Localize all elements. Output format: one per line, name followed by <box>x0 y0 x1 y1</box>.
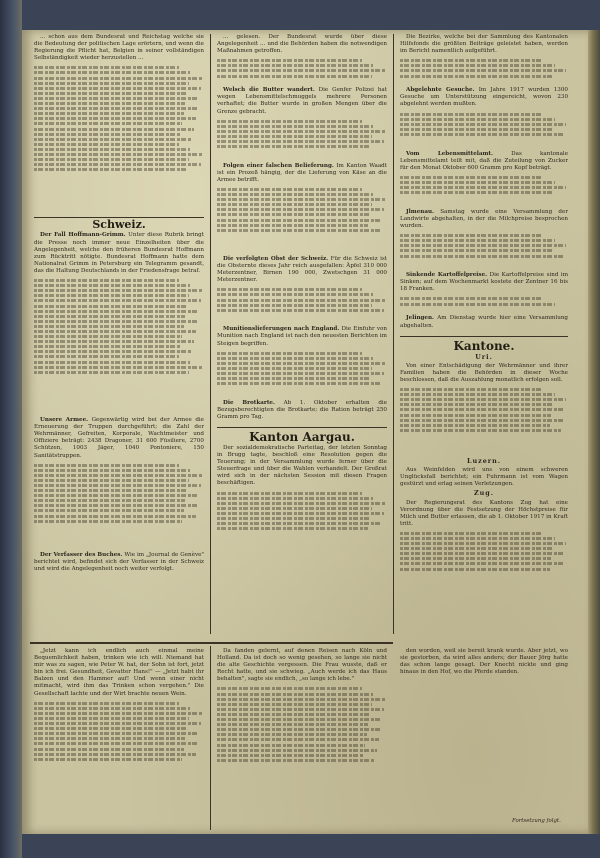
middle-intro: ... gelesen. Der Bundesrat wurde über diese Angelegenheit ... und die Behörden haben die notwendigen Maßnahmen getroffen. <box>217 34 387 55</box>
column-rule <box>393 34 394 634</box>
item1-continuation <box>217 118 387 163</box>
page-edge <box>588 30 600 834</box>
r-item4-title: Sinkende Kartoffelpreise. <box>406 272 488 279</box>
zug-continuation <box>400 530 568 590</box>
item5-text: Ab 1. Oktober erhalten die Bezugsberechtigten die Brotkarte; die Ration beträgt 250 Gramm pro Tag. <box>217 399 388 420</box>
divider <box>400 336 568 337</box>
r-item2-title: Vom Lebensmittelamt. <box>406 150 493 157</box>
r-item3-continuation <box>400 232 568 272</box>
imprint-text: Wie im „Journal de Genève" berichtet wird, befindet sich der Verfasser in der Schweiz und wird die Angelegenheit noch weiter verfolgt. <box>34 551 205 572</box>
stats-title: Unsere Armee. <box>40 417 89 424</box>
affair-continuation <box>34 277 204 417</box>
book-binding <box>0 0 22 858</box>
feuilleton-text-1: „Jetzt kann ich endlich auch einmal meine Bequemlichkeit haben, trinken wie ich will. Niemand hat mir was zu sagen, wie Peter W. hat, der Sohn ist fort, jetzt bin ich frei. Gesundheit, Gevatter Hans!" — „Jetzt habt ihr Balzen und den Hammer auf! Und wenn einer nicht mitmacht, wird ihm das Trinken schon vergehen." Die Gesellschaft lachte und der Wirt brachte neuen Wein. <box>34 648 204 697</box>
stats-text: Gegenwärtig wird bei der Armee die Erneuerung der Truppen durchgeführt; die Zahl der Wehrmänner, Gefreiten, Korporale, Wachtmeister und Offiziere beträgt: 2438 Dragoner, 31 600 Füsiliere, 2700 Schützen, 1003 Jäger, 1040 Pontoniere, 150 Sanitätstruppen. <box>34 417 204 459</box>
item2-continuation <box>217 186 387 256</box>
heading-schweiz: Schweiz. <box>92 218 146 232</box>
item5-title: Die Brotkarte. <box>223 399 275 406</box>
luzern-text: Aus Weinfelden wird uns von einem schweren Unglücksfall berichtet; ein Fuhrmann ist vom Wagen gestürzt und erlag seinen Verletzungen. <box>400 467 568 488</box>
affair-title: Der Fall Hoffmann-Grimm. <box>40 232 126 239</box>
left-intro-continuation <box>34 64 204 214</box>
zug-text: Der Regierungsrat des Kantons Zug hat eine Verordnung über die Festsetzung der Höchstpreise für Milch und Butter erlassen, die ab 1. Oktober 1917 in Kraft tritt. <box>400 499 568 527</box>
r-item5-title: Jelingen. <box>406 315 435 322</box>
feuilleton-col-1 <box>34 648 204 828</box>
item3-continuation <box>217 286 387 326</box>
item4-continuation <box>217 350 387 400</box>
item3-text: Für die Schweiz ist die Obsternte dieses Jahr reich ausgefallen: Äpfel 310 000 Meterzentner, Birnen 190 000, Zwetschgen 31 000 Meterzentner. <box>217 255 388 284</box>
r-item3-text: Samstag wurde eine Versammlung der Landwirte abgehalten, in der die Milchpreise besprochen wurden. <box>400 208 568 230</box>
item1-text: Die Genfer Polizei hat wegen Lebensmittelschmuggels mehrere Personen verhaftet; die Butter wurde in großen Mengen über die Grenze gebracht. <box>217 87 387 115</box>
divider <box>34 217 204 218</box>
item2-text: Im Kanton Waadt ist ein Prozeß hängig, der die Lieferung von Käse an die Armee betrifft. <box>217 162 388 183</box>
stats-continuation <box>34 462 204 552</box>
middle-column <box>217 34 387 642</box>
middle-intro-continuation <box>217 57 387 87</box>
column-rule <box>210 34 211 634</box>
subheading-uri: Uri. <box>475 352 493 361</box>
left-column <box>34 34 204 642</box>
subheading-luzern: Luzern. <box>466 457 502 466</box>
newspaper-page <box>22 30 588 834</box>
item4-text: Die Einfuhr von Munition nach England ist nach den neuesten Berichten im Steigen begriffen. <box>217 326 387 347</box>
r-item2-text: Das kantonale Lebensmittelamt teilt mit, daß die Zuteilung von Zucker für den Monat Oktober 600 Gramm pro Kopf beträgt. <box>400 150 569 171</box>
feuilleton-rule <box>30 642 393 644</box>
r-item1-title: Abgelehnte Gesuche. <box>406 87 475 94</box>
divider <box>217 427 387 428</box>
item1-title: Welsch die Butter wandert. <box>223 87 315 94</box>
uri-continuation <box>400 386 568 456</box>
left-intro: ... schon aus dem Bundesrat und Reichstag welche sie die Bedeutung der politischen Lage erörtern, und wenn die Regierung die Pflicht hat, Belgien in seiner vollständigen Selbständigkeit wieder herzustellen ... <box>34 34 204 62</box>
r-item4-continuation <box>400 295 568 315</box>
subheading-zug: Zug. <box>473 489 494 498</box>
r-item1-continuation <box>400 111 568 151</box>
uri-text: Von einer Entschädigung der Wehrmänner und ihrer Familien haben die Behörden in dieser Woche beschlossen, daß die Auszahlung monatlich erfolgen soll. <box>400 362 568 383</box>
r-item4-text: Die Kartoffelpreise sind im Sinken; auf dem Wochenmarkt kostete der Zentner 16 bis 18 Franken. <box>400 272 568 293</box>
feuilleton-continuation <box>34 700 204 790</box>
aargau-text: Der sozialdemokratische Parteitag, der letzten Sonntag in Brugg tagte, beschloß eine Resolution gegen die Teuerung; in der Versammlung wurde ferner über die Steuerfrage und über die Wahlen verhandelt. Der Großrat wird sich in der nächsten Session mit diesen Fragen beschäftigen. <box>217 444 387 487</box>
continued-note: Fortsetzung folgt. <box>512 818 561 824</box>
right-intro-continuation <box>400 57 568 87</box>
feuilleton-col-3 <box>400 648 568 808</box>
affair-text: Unter diese Rubrik bringt die Presse noch immer neue Einzelheiten über die Angelegenheit, welche den früheren Bundesrat Hoffmann zum Rücktritt nötigte. Bundesrat Hoffmann hatte dem Nationalrat Grimm in Petersburg ein Telegramm gesandt, das die Haltung Deutschlands in der Friedensfrage betraf. <box>34 232 204 274</box>
column-rule <box>210 646 211 830</box>
right-intro: Die Bezirke, welche bei der Sammlung des Kantonalen Hilfsfonds die größten Beiträge geleistet haben, werden im Bericht namentlich aufgeführt. <box>400 34 568 55</box>
heading-kantone: Kantone. <box>453 338 515 353</box>
feuilleton-text-3: den worden, weil sie bereit krank wurde. Aber jetzt, wo sie gestorben, da wird alles anders; der Bauer Jörg hatte das schon lange gesagt. Der Knecht nickte und ging hinaus in den Hof, wo die Pferde standen. <box>400 648 568 676</box>
imprint-title: Der Verfasser des Buches. <box>40 551 123 558</box>
feuilleton-text-2: Da fanden gelernt, auf denen Reisen nach Köln und Holland. Da ist doch so wenig gesehen, so lange sie nicht die alte Geschichte vergessen. Die Frau wusste, daß er Recht hatte, und sie schwieg. „Auch werde ich das Haus behalten", sagte sie endlich, „so lange ich lebe." <box>217 648 387 683</box>
item4-title: Munitionslieferungen nach England. <box>223 326 340 333</box>
feuilleton-col-2 <box>217 648 387 828</box>
feuilleton-continuation <box>217 685 387 795</box>
item3-title: Die verfolgten Obst der Schweiz. <box>223 255 329 262</box>
r-item3-title: Jlmenau. <box>406 208 434 215</box>
r-item2-continuation <box>400 174 568 209</box>
heading-aargau: Kanton Aargau. <box>249 429 355 444</box>
r-item5-text: Am Dienstag wurde hier eine Versammlung abgehalten. <box>400 315 569 329</box>
r-item1-text: Im Jahre 1917 wurden 1300 Gesuche um Unterstützung eingereicht, wovon 230 abgelehnt werden mußten. <box>400 87 568 108</box>
item2-title: Folgen einer falschen Belieferung. <box>223 162 334 169</box>
aargau-continuation <box>217 490 387 550</box>
